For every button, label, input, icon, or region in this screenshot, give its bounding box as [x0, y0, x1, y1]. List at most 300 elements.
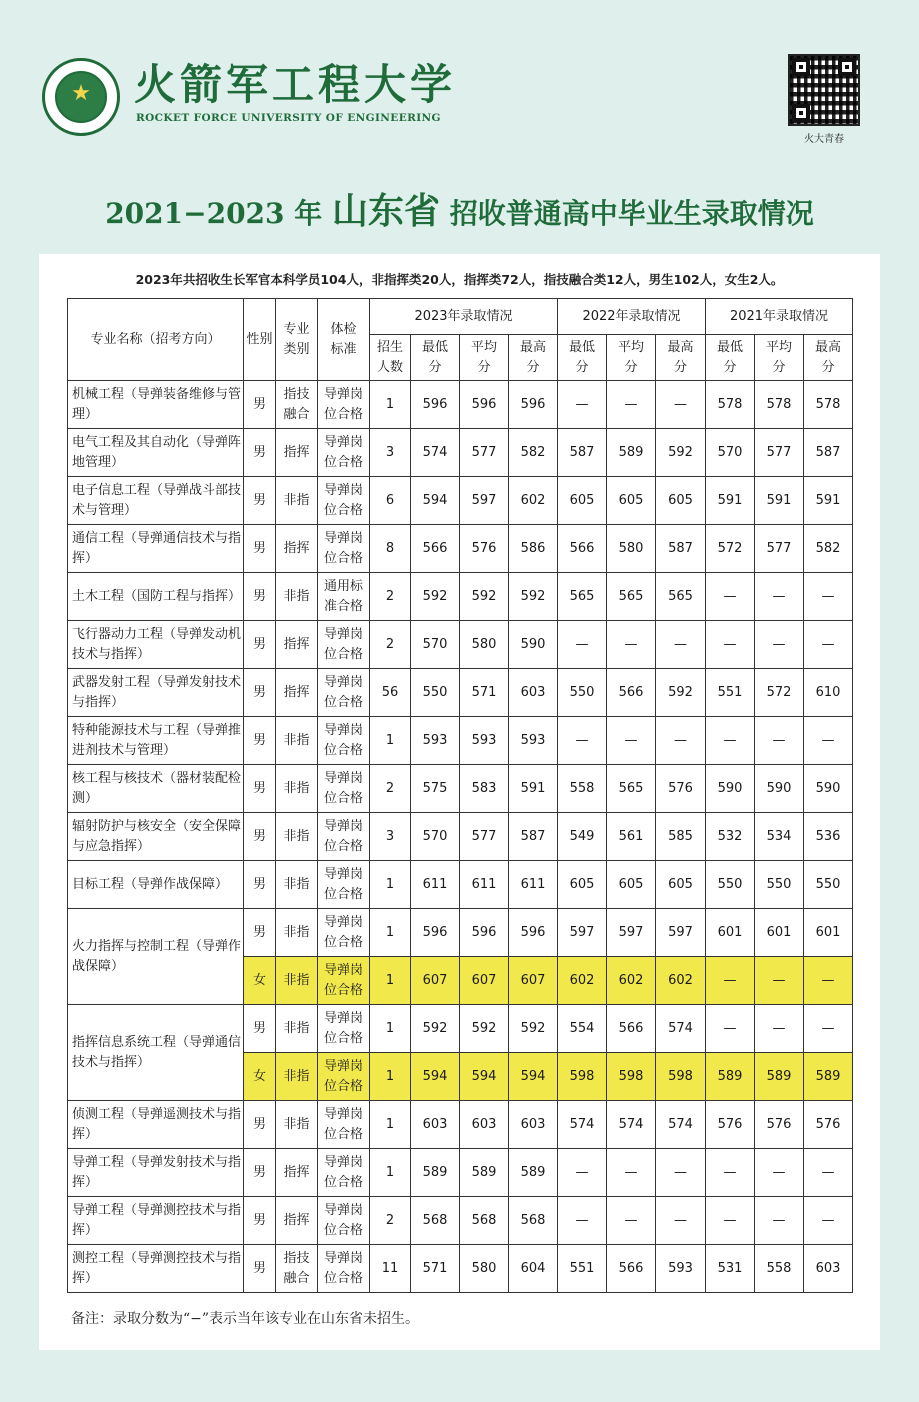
y2021-max-cell: — — [804, 1149, 853, 1197]
y2021-min-cell: 551 — [706, 669, 755, 717]
major-name: 导弹工程（导弹测控技术与指挥） — [68, 1197, 244, 1245]
university-name-en: ROCKET FORCE UNIVERSITY OF ENGINEERING — [136, 112, 441, 124]
y2021-max-cell: — — [804, 621, 853, 669]
y2021-max-cell: — — [804, 957, 853, 1005]
title-prefix: 2021−2023 年 — [105, 197, 333, 230]
page-title — [0, 186, 919, 239]
y2021-min-cell: 601 — [706, 909, 755, 957]
standard-cell: 导弹岗位合格 — [318, 765, 370, 813]
table-row — [68, 1197, 853, 1245]
standard-cell: 导弹岗位合格 — [318, 621, 370, 669]
y2022-max-cell: 576 — [656, 765, 706, 813]
y2023-min-cell: 592 — [411, 1005, 460, 1053]
y2023-min-cell: 592 — [411, 573, 460, 621]
y2021-min-cell: — — [706, 957, 755, 1005]
header-avg: 平均分 — [755, 335, 804, 381]
enroll-cell: 1 — [370, 909, 411, 957]
category-cell: 非指 — [276, 765, 318, 813]
category-cell: 指挥 — [276, 429, 318, 477]
y2021-avg-cell: 576 — [755, 1101, 804, 1149]
y2022-max-cell: — — [656, 381, 706, 429]
y2021-avg-cell: — — [755, 1197, 804, 1245]
enroll-cell: 3 — [370, 429, 411, 477]
gender-cell: 男 — [244, 1101, 276, 1149]
qr-code — [782, 54, 866, 150]
y2022-min-cell: 551 — [558, 1245, 607, 1293]
gender-cell: 男 — [244, 861, 276, 909]
header-min: 最低分 — [558, 335, 607, 381]
y2022-max-cell: 574 — [656, 1005, 706, 1053]
y2022-min-cell: 574 — [558, 1101, 607, 1149]
table-row — [68, 669, 853, 717]
y2022-avg-cell: 605 — [607, 477, 656, 525]
gender-cell: 男 — [244, 477, 276, 525]
y2022-max-cell: — — [656, 1197, 706, 1245]
category-cell: 指挥 — [276, 1197, 318, 1245]
table-row — [68, 573, 853, 621]
gender-cell: 男 — [244, 909, 276, 957]
y2021-avg-cell: 572 — [755, 669, 804, 717]
y2021-avg-cell: 591 — [755, 477, 804, 525]
standard-cell: 通用标准合格 — [318, 573, 370, 621]
enroll-cell: 1 — [370, 957, 411, 1005]
y2022-max-cell: 602 — [656, 957, 706, 1005]
enrollment-summary: 2023年共招收生长军官本科学员104人，非指挥类20人，指挥类72人，指技融合类12人，男生102人，女生2人。 — [135, 272, 784, 287]
y2021-min-cell: 578 — [706, 381, 755, 429]
y2023-max-cell: 568 — [509, 1197, 558, 1245]
y2023-min-cell: 574 — [411, 429, 460, 477]
y2022-min-cell: — — [558, 717, 607, 765]
standard-cell: 导弹岗位合格 — [318, 381, 370, 429]
standard-cell: 导弹岗位合格 — [318, 909, 370, 957]
y2023-max-cell: 611 — [509, 861, 558, 909]
standard-cell: 导弹岗位合格 — [318, 669, 370, 717]
gender-cell: 女 — [244, 1053, 276, 1101]
y2023-avg-cell: 607 — [460, 957, 509, 1005]
y2023-min-cell: 570 — [411, 621, 460, 669]
header-enroll: 招生人数 — [370, 335, 411, 381]
table-row — [68, 429, 853, 477]
y2023-avg-cell: 589 — [460, 1149, 509, 1197]
y2022-min-cell: 597 — [558, 909, 607, 957]
y2022-min-cell: 550 — [558, 669, 607, 717]
category-cell: 非指 — [276, 477, 318, 525]
major-name: 导弹工程（导弹发射技术与指挥） — [68, 1149, 244, 1197]
standard-cell: 导弹岗位合格 — [318, 1245, 370, 1293]
y2022-min-cell: 605 — [558, 861, 607, 909]
y2021-avg-cell: — — [755, 957, 804, 1005]
y2021-max-cell: 601 — [804, 909, 853, 957]
category-cell: 非指 — [276, 909, 318, 957]
y2021-min-cell: 531 — [706, 1245, 755, 1293]
category-cell: 指技融合 — [276, 381, 318, 429]
category-cell: 非指 — [276, 1101, 318, 1149]
y2021-min-cell: 576 — [706, 1101, 755, 1149]
category-cell: 指挥 — [276, 1149, 318, 1197]
y2022-avg-cell: — — [607, 1149, 656, 1197]
gender-cell: 男 — [244, 381, 276, 429]
y2021-max-cell: — — [804, 573, 853, 621]
header-2021: 2021年录取情况 — [706, 299, 853, 335]
enroll-cell: 1 — [370, 1053, 411, 1101]
y2022-avg-cell: 565 — [607, 573, 656, 621]
major-name: 特种能源技术与工程（导弹推进剂技术与管理） — [68, 717, 244, 765]
major-name: 机械工程（导弹装备维修与管理） — [68, 381, 244, 429]
major-name: 指挥信息系统工程（导弹通信技术与指挥） — [68, 1005, 244, 1101]
y2022-max-cell: 592 — [656, 669, 706, 717]
table-row — [68, 717, 853, 765]
y2022-avg-cell: 561 — [607, 813, 656, 861]
qr-code-icon — [788, 54, 860, 126]
y2022-max-cell: 593 — [656, 1245, 706, 1293]
y2021-max-cell: 591 — [804, 477, 853, 525]
major-name: 土木工程（国防工程与指挥） — [68, 573, 244, 621]
y2021-min-cell: 570 — [706, 429, 755, 477]
gender-cell: 男 — [244, 669, 276, 717]
y2022-avg-cell: 602 — [607, 957, 656, 1005]
y2021-avg-cell: 558 — [755, 1245, 804, 1293]
header-min: 最低分 — [411, 335, 460, 381]
y2022-min-cell: 558 — [558, 765, 607, 813]
y2023-min-cell: 589 — [411, 1149, 460, 1197]
major-name: 目标工程（导弹作战保障） — [68, 861, 244, 909]
y2021-max-cell: 578 — [804, 381, 853, 429]
y2022-max-cell: 597 — [656, 909, 706, 957]
y2021-avg-cell: — — [755, 1005, 804, 1053]
standard-cell: 导弹岗位合格 — [318, 813, 370, 861]
major-name: 电气工程及其自动化（导弹阵地管理） — [68, 429, 244, 477]
y2023-min-cell: 566 — [411, 525, 460, 573]
y2022-avg-cell: 598 — [607, 1053, 656, 1101]
y2023-avg-cell: 580 — [460, 621, 509, 669]
y2023-avg-cell: 592 — [460, 573, 509, 621]
y2021-avg-cell: — — [755, 573, 804, 621]
y2023-avg-cell: 571 — [460, 669, 509, 717]
header-major: 专业名称（招考方向） — [68, 299, 244, 381]
y2023-avg-cell: 593 — [460, 717, 509, 765]
header-2022: 2022年录取情况 — [558, 299, 706, 335]
enroll-cell: 1 — [370, 717, 411, 765]
standard-cell: 导弹岗位合格 — [318, 1149, 370, 1197]
y2021-min-cell: 589 — [706, 1053, 755, 1101]
y2022-avg-cell: 566 — [607, 1005, 656, 1053]
standard-cell: 导弹岗位合格 — [318, 525, 370, 573]
y2023-max-cell: 593 — [509, 717, 558, 765]
y2021-min-cell: 532 — [706, 813, 755, 861]
category-cell: 指挥 — [276, 669, 318, 717]
y2022-avg-cell: 574 — [607, 1101, 656, 1149]
major-name: 电子信息工程（导弹战斗部技术与管理） — [68, 477, 244, 525]
enroll-cell: 1 — [370, 1101, 411, 1149]
y2023-max-cell: 603 — [509, 669, 558, 717]
table-row — [68, 765, 853, 813]
y2021-min-cell: — — [706, 1005, 755, 1053]
footnote: 备注：录取分数为“−”表示当年该专业在山东省未招生。 — [71, 1311, 420, 1327]
standard-cell: 导弹岗位合格 — [318, 861, 370, 909]
admission-table — [67, 298, 853, 1293]
header-max: 最高分 — [804, 335, 853, 381]
y2022-max-cell: 605 — [656, 477, 706, 525]
table-row — [68, 621, 853, 669]
category-cell: 非指 — [276, 1005, 318, 1053]
gender-cell: 男 — [244, 1245, 276, 1293]
y2023-min-cell: 568 — [411, 1197, 460, 1245]
standard-cell: 导弹岗位合格 — [318, 1197, 370, 1245]
y2023-avg-cell: 611 — [460, 861, 509, 909]
y2023-min-cell: 594 — [411, 477, 460, 525]
enroll-cell: 1 — [370, 1149, 411, 1197]
y2022-min-cell: — — [558, 1149, 607, 1197]
gender-cell: 男 — [244, 1197, 276, 1245]
category-cell: 非指 — [276, 1053, 318, 1101]
y2023-min-cell: 593 — [411, 717, 460, 765]
table-row — [68, 381, 853, 429]
category-cell: 指技融合 — [276, 1245, 318, 1293]
enroll-cell: 2 — [370, 573, 411, 621]
y2022-max-cell: 592 — [656, 429, 706, 477]
y2022-min-cell: 598 — [558, 1053, 607, 1101]
y2022-max-cell: 587 — [656, 525, 706, 573]
university-seal-icon: ★ — [42, 58, 120, 136]
y2022-max-cell: 585 — [656, 813, 706, 861]
gender-cell: 男 — [244, 1005, 276, 1053]
standard-cell: 导弹岗位合格 — [318, 1053, 370, 1101]
y2023-max-cell: 587 — [509, 813, 558, 861]
y2023-max-cell: 603 — [509, 1101, 558, 1149]
major-name: 火力指挥与控制工程（导弹作战保障） — [68, 909, 244, 1005]
y2021-max-cell: 603 — [804, 1245, 853, 1293]
table-row — [68, 1101, 853, 1149]
header-max: 最高分 — [656, 335, 706, 381]
y2023-min-cell: 575 — [411, 765, 460, 813]
y2022-min-cell: 602 — [558, 957, 607, 1005]
y2023-min-cell: 611 — [411, 861, 460, 909]
y2023-max-cell: 582 — [509, 429, 558, 477]
y2022-avg-cell: — — [607, 621, 656, 669]
y2023-min-cell: 550 — [411, 669, 460, 717]
category-cell: 非指 — [276, 813, 318, 861]
gender-cell: 男 — [244, 573, 276, 621]
y2023-max-cell: 596 — [509, 909, 558, 957]
y2023-max-cell: 602 — [509, 477, 558, 525]
title-suffix: 招收普通高中毕业生录取情况 — [440, 197, 814, 230]
y2021-min-cell: 591 — [706, 477, 755, 525]
major-name: 测控工程（导弹测控技术与指挥） — [68, 1245, 244, 1293]
y2023-max-cell: 596 — [509, 381, 558, 429]
y2022-max-cell: — — [656, 1149, 706, 1197]
header-gender: 性别 — [244, 299, 276, 381]
y2022-avg-cell: 566 — [607, 1245, 656, 1293]
y2022-min-cell: 566 — [558, 525, 607, 573]
y2021-min-cell: — — [706, 621, 755, 669]
y2023-max-cell: 590 — [509, 621, 558, 669]
gender-cell: 男 — [244, 621, 276, 669]
y2022-min-cell: 605 — [558, 477, 607, 525]
enroll-cell: 2 — [370, 765, 411, 813]
header-standard: 体检标准 — [318, 299, 370, 381]
y2023-min-cell: 596 — [411, 381, 460, 429]
y2021-avg-cell: 577 — [755, 525, 804, 573]
y2021-max-cell: 536 — [804, 813, 853, 861]
y2022-avg-cell: 565 — [607, 765, 656, 813]
y2022-max-cell: 598 — [656, 1053, 706, 1101]
y2021-max-cell: 550 — [804, 861, 853, 909]
enroll-cell: 3 — [370, 813, 411, 861]
table-row — [68, 909, 853, 957]
y2022-min-cell: 587 — [558, 429, 607, 477]
y2023-max-cell: 586 — [509, 525, 558, 573]
table-row — [68, 525, 853, 573]
category-cell: 非指 — [276, 717, 318, 765]
y2023-max-cell: 594 — [509, 1053, 558, 1101]
major-name: 武器发射工程（导弹发射技术与指挥） — [68, 669, 244, 717]
y2022-max-cell: 605 — [656, 861, 706, 909]
header-2023: 2023年录取情况 — [370, 299, 558, 335]
y2021-avg-cell: — — [755, 621, 804, 669]
enroll-cell: 1 — [370, 861, 411, 909]
y2022-avg-cell: 589 — [607, 429, 656, 477]
y2021-min-cell: 550 — [706, 861, 755, 909]
y2023-min-cell: 603 — [411, 1101, 460, 1149]
gender-cell: 男 — [244, 429, 276, 477]
standard-cell: 导弹岗位合格 — [318, 477, 370, 525]
y2021-avg-cell: 601 — [755, 909, 804, 957]
y2022-min-cell: 549 — [558, 813, 607, 861]
gender-cell: 男 — [244, 765, 276, 813]
admission-panel — [39, 254, 880, 1350]
y2021-avg-cell: 578 — [755, 381, 804, 429]
y2021-max-cell: 610 — [804, 669, 853, 717]
standard-cell: 导弹岗位合格 — [318, 957, 370, 1005]
category-cell: 非指 — [276, 573, 318, 621]
page-header — [0, 0, 919, 180]
y2022-avg-cell: — — [607, 1197, 656, 1245]
category-cell: 指挥 — [276, 525, 318, 573]
y2022-min-cell: — — [558, 621, 607, 669]
y2021-avg-cell: — — [755, 1149, 804, 1197]
y2022-avg-cell: 597 — [607, 909, 656, 957]
y2023-max-cell: 592 — [509, 573, 558, 621]
y2021-max-cell: 576 — [804, 1101, 853, 1149]
y2022-min-cell: 554 — [558, 1005, 607, 1053]
y2023-avg-cell: 592 — [460, 1005, 509, 1053]
y2023-max-cell: 604 — [509, 1245, 558, 1293]
y2023-avg-cell: 583 — [460, 765, 509, 813]
enroll-cell: 1 — [370, 1005, 411, 1053]
standard-cell: 导弹岗位合格 — [318, 717, 370, 765]
y2023-max-cell: 591 — [509, 765, 558, 813]
y2023-avg-cell: 594 — [460, 1053, 509, 1101]
category-cell: 指挥 — [276, 621, 318, 669]
university-name-cn: 火箭军工程大学 — [134, 60, 457, 109]
y2023-avg-cell: 603 — [460, 1101, 509, 1149]
gender-cell: 男 — [244, 813, 276, 861]
standard-cell: 导弹岗位合格 — [318, 1101, 370, 1149]
major-name: 侦测工程（导弹遥测技术与指挥） — [68, 1101, 244, 1149]
header-min: 最低分 — [706, 335, 755, 381]
y2023-avg-cell: 596 — [460, 909, 509, 957]
y2021-min-cell: — — [706, 717, 755, 765]
y2023-avg-cell: 596 — [460, 381, 509, 429]
major-name: 飞行器动力工程（导弹发动机技术与指挥） — [68, 621, 244, 669]
y2023-min-cell: 570 — [411, 813, 460, 861]
y2023-min-cell: 607 — [411, 957, 460, 1005]
standard-cell: 导弹岗位合格 — [318, 1005, 370, 1053]
category-cell: 非指 — [276, 861, 318, 909]
header-row-years — [68, 299, 853, 335]
y2021-max-cell: 587 — [804, 429, 853, 477]
y2022-avg-cell: — — [607, 717, 656, 765]
gender-cell: 男 — [244, 717, 276, 765]
table-row — [68, 861, 853, 909]
y2021-avg-cell: 534 — [755, 813, 804, 861]
major-name: 辐射防护与核安全（安全保障与应急指挥） — [68, 813, 244, 861]
gender-cell: 男 — [244, 525, 276, 573]
y2022-max-cell: 574 — [656, 1101, 706, 1149]
enroll-cell: 1 — [370, 381, 411, 429]
y2022-max-cell: — — [656, 621, 706, 669]
enroll-cell: 56 — [370, 669, 411, 717]
y2021-avg-cell: 589 — [755, 1053, 804, 1101]
y2022-min-cell: — — [558, 1197, 607, 1245]
y2023-min-cell: 571 — [411, 1245, 460, 1293]
header-avg: 平均分 — [607, 335, 656, 381]
y2021-max-cell: — — [804, 1005, 853, 1053]
y2023-min-cell: 596 — [411, 909, 460, 957]
header-avg: 平均分 — [460, 335, 509, 381]
y2021-min-cell: 590 — [706, 765, 755, 813]
enroll-cell: 2 — [370, 1197, 411, 1245]
enroll-cell: 11 — [370, 1245, 411, 1293]
y2021-avg-cell: 577 — [755, 429, 804, 477]
y2023-avg-cell: 577 — [460, 429, 509, 477]
title-province: 山东省 — [332, 190, 441, 232]
major-name: 通信工程（导弹通信技术与指挥） — [68, 525, 244, 573]
y2021-min-cell: — — [706, 1197, 755, 1245]
table-row — [68, 813, 853, 861]
y2021-max-cell: 589 — [804, 1053, 853, 1101]
y2023-max-cell: 592 — [509, 1005, 558, 1053]
enroll-cell: 6 — [370, 477, 411, 525]
enroll-cell: 2 — [370, 621, 411, 669]
header-category: 专业类别 — [276, 299, 318, 381]
standard-cell: 导弹岗位合格 — [318, 429, 370, 477]
y2021-min-cell: — — [706, 573, 755, 621]
enroll-cell: 8 — [370, 525, 411, 573]
y2023-avg-cell: 577 — [460, 813, 509, 861]
y2021-max-cell: 582 — [804, 525, 853, 573]
y2021-max-cell: — — [804, 717, 853, 765]
y2023-min-cell: 594 — [411, 1053, 460, 1101]
y2022-max-cell: — — [656, 717, 706, 765]
y2021-max-cell: — — [804, 1197, 853, 1245]
table-row — [68, 477, 853, 525]
y2023-max-cell: 589 — [509, 1149, 558, 1197]
major-name: 核工程与核技术（器材装配检测） — [68, 765, 244, 813]
y2023-avg-cell: 580 — [460, 1245, 509, 1293]
y2022-avg-cell: 580 — [607, 525, 656, 573]
y2023-max-cell: 607 — [509, 957, 558, 1005]
y2021-avg-cell: 550 — [755, 861, 804, 909]
y2023-avg-cell: 597 — [460, 477, 509, 525]
gender-cell: 女 — [244, 957, 276, 1005]
y2021-max-cell: 590 — [804, 765, 853, 813]
gender-cell: 男 — [244, 1149, 276, 1197]
table-row — [68, 1005, 853, 1053]
y2022-max-cell: 565 — [656, 573, 706, 621]
y2022-min-cell: — — [558, 381, 607, 429]
table-row — [68, 1149, 853, 1197]
